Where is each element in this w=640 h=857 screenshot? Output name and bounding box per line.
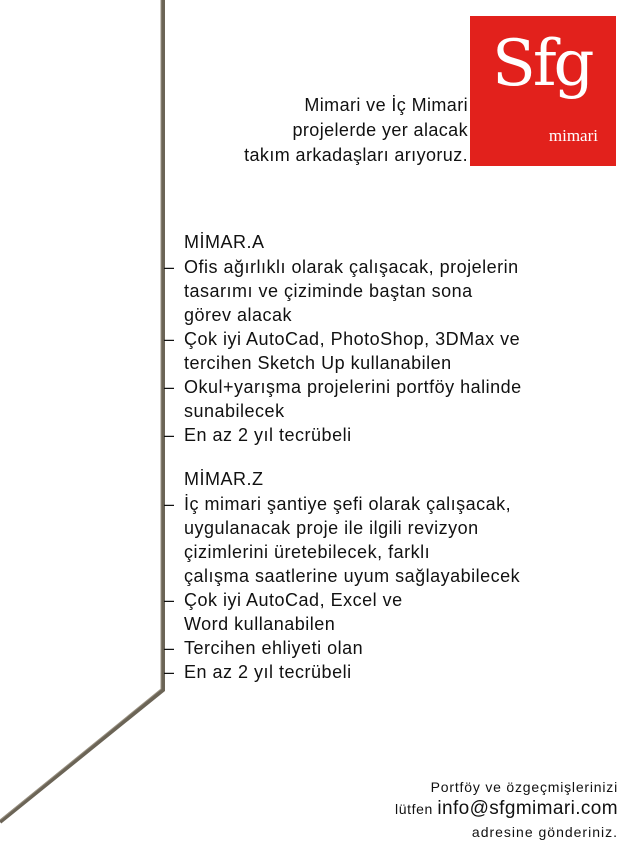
bullet-dash: – xyxy=(164,662,175,682)
requirement-line: tercihen Sketch Up kullanabilen xyxy=(184,353,452,373)
bullet-dash: – xyxy=(164,425,175,445)
requirement-line: uygulanacak proje ile ilgili revizyon xyxy=(184,518,479,538)
requirement-line: çizimlerini üretebilecek, farklı xyxy=(184,542,431,562)
position-title: MİMAR.A xyxy=(184,232,265,252)
sfg-mimari-logo xyxy=(470,16,616,166)
logo-subtitle: mimari xyxy=(548,126,598,145)
contact-email-link[interactable]: info@sfgmimari.com xyxy=(437,798,618,819)
requirement-item xyxy=(164,255,632,327)
requirement-line: çalışma saatlerine uyum sağlayabilecek xyxy=(184,566,521,586)
bullet-dash: – xyxy=(164,494,175,514)
footer-line xyxy=(395,797,618,821)
bullet-dash: – xyxy=(164,257,175,277)
footer-line: adresine gönderiniz. xyxy=(471,824,618,840)
intro-line: takım arkadaşları arıyoruz. xyxy=(244,145,468,165)
requirement-line: tasarımı ve çiziminde baştan sona xyxy=(184,281,473,301)
contact-footer xyxy=(395,777,618,843)
requirement-item xyxy=(164,492,632,588)
intro-line: projelerde yer alacak xyxy=(292,120,468,140)
requirement-line: görev alacak xyxy=(184,305,293,325)
requirement-line: Çok iyi AutoCad, PhotoShop, 3DMax ve xyxy=(184,329,521,349)
requirement-line: sunabilecek xyxy=(184,401,285,421)
requirement-line: Ofis ağırlıklı olarak çalışacak, projelerin xyxy=(184,257,519,277)
intro-text xyxy=(138,93,468,168)
requirement-line: Word kullanabilen xyxy=(184,614,336,634)
requirement-item xyxy=(164,588,632,636)
bullet-dash: – xyxy=(164,377,175,397)
position-mimar-z xyxy=(164,467,632,684)
requirement-item xyxy=(164,375,632,423)
requirement-line: Tercihen ehliyeti olan xyxy=(184,638,364,658)
requirement-item xyxy=(164,423,632,447)
requirement-line: Çok iyi AutoCad, Excel ve xyxy=(184,590,403,610)
footer-line: Portföy ve özgeçmişlerinizi xyxy=(430,779,618,795)
requirement-item xyxy=(164,660,632,684)
position-mimar-a xyxy=(164,230,632,447)
logo-mark: Sfg xyxy=(492,27,592,101)
bullet-dash: – xyxy=(164,590,175,610)
bullet-dash: – xyxy=(164,638,175,658)
requirement-line: İç mimari şantiye şefi olarak çalışacak, xyxy=(184,494,512,514)
footer-prefix: lütfen xyxy=(395,801,438,817)
bullet-dash: – xyxy=(164,329,175,349)
position-title: MİMAR.Z xyxy=(184,469,264,489)
requirement-item xyxy=(164,327,632,375)
requirement-line: En az 2 yıl tecrübeli xyxy=(184,662,352,682)
requirement-line: En az 2 yıl tecrübeli xyxy=(184,425,352,445)
requirement-line: Okul+yarışma projelerini portföy halinde xyxy=(184,377,522,397)
requirement-item xyxy=(164,636,632,660)
intro-line: Mimari ve İç Mimari xyxy=(304,95,468,115)
